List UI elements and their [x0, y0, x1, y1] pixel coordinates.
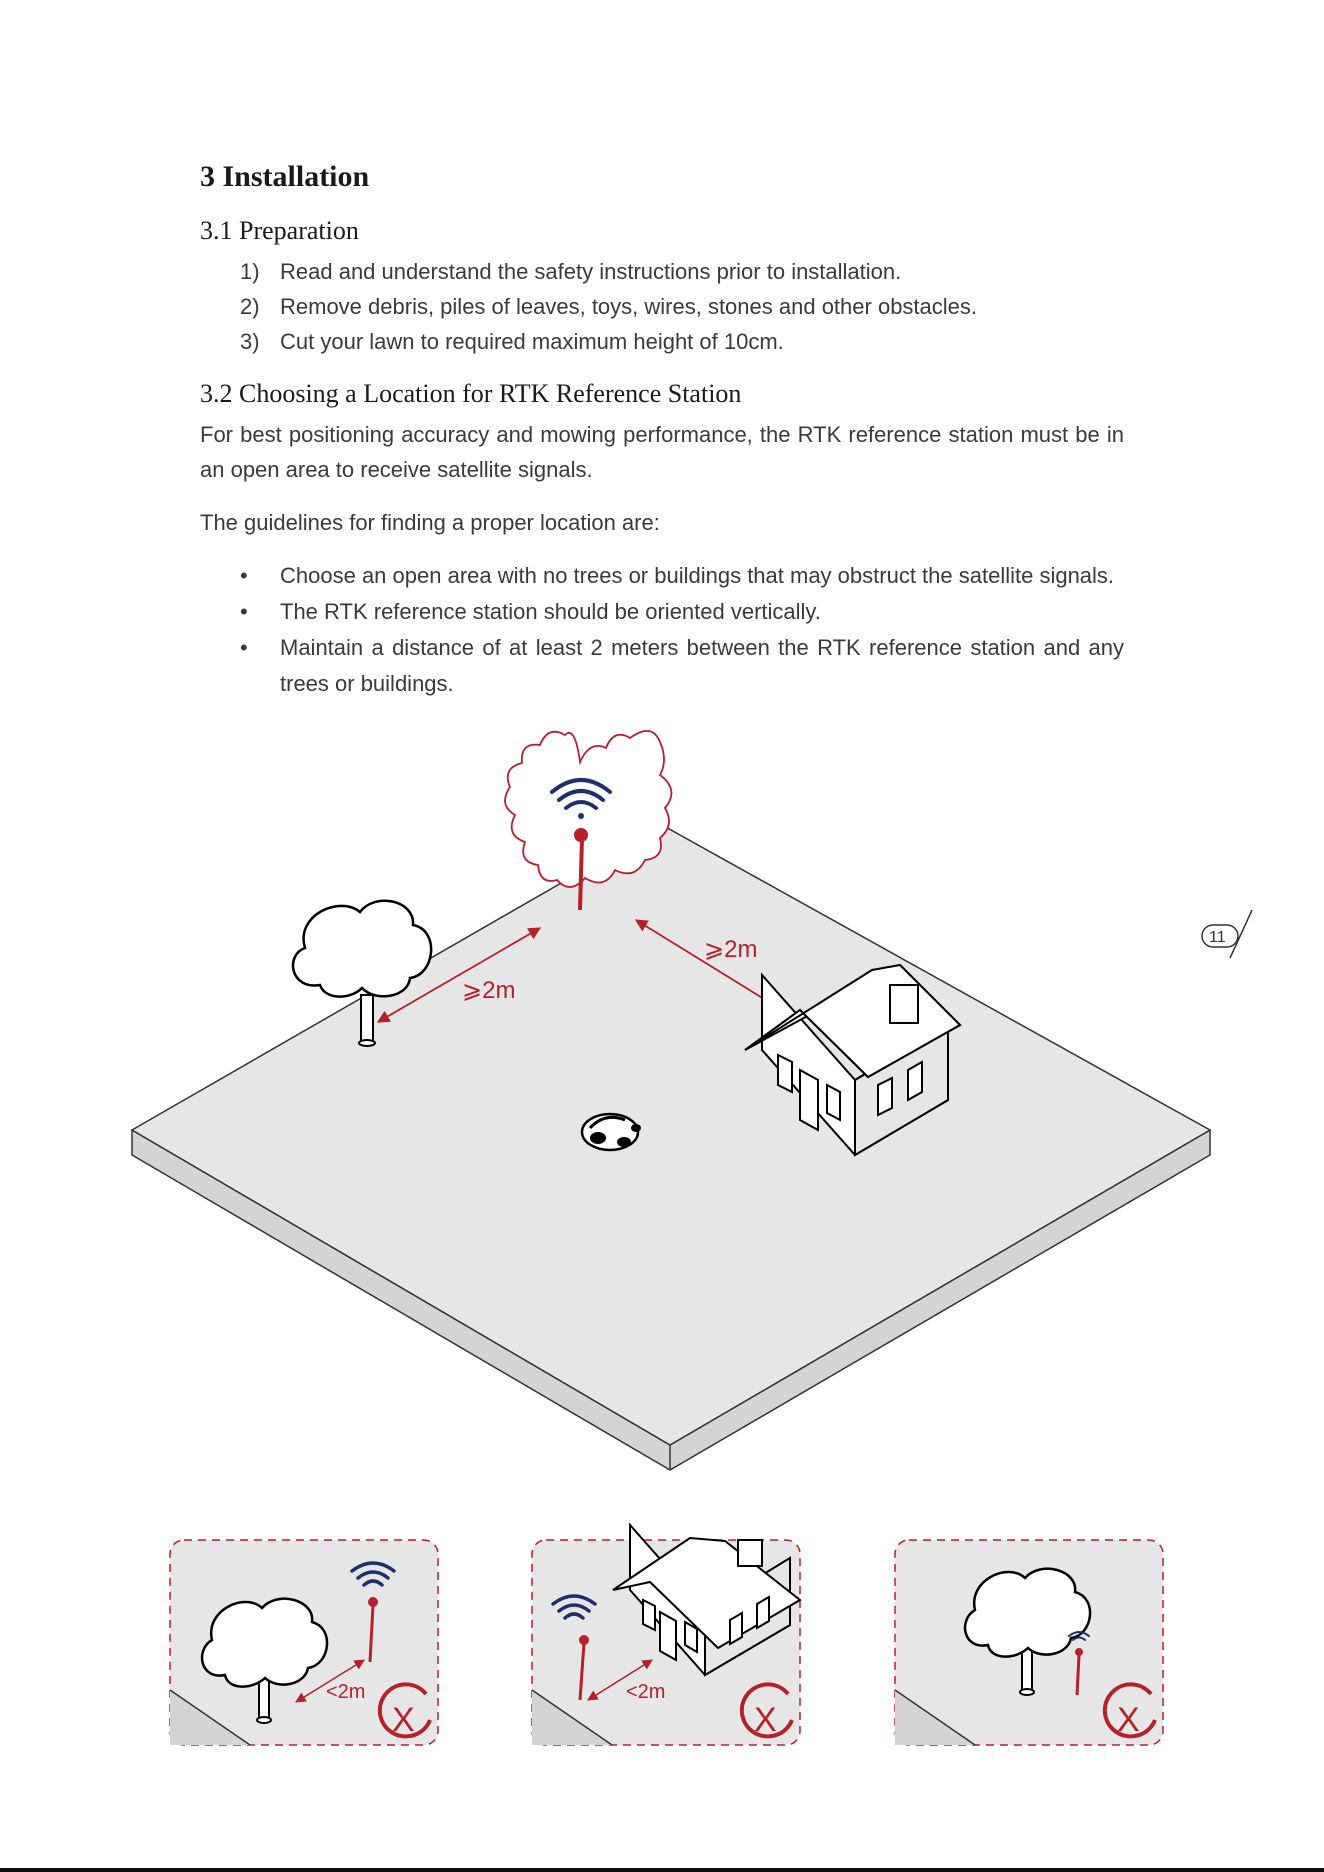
preparation-heading: 3.1 Preparation	[200, 216, 359, 245]
house-distance-label: ⩾2m	[704, 936, 758, 963]
list-item: 3) Cut your lawn to required maximum height of 10cm.	[240, 329, 784, 354]
wrong-distance-label: <2m	[326, 1681, 366, 1703]
list-item: • Maintain a distance of at least 2 meters between the RTK reference station and any trees or buildings.	[240, 635, 1124, 696]
page-number-mark	[1202, 910, 1252, 958]
list-item: 1) Read and understand the safety instructions prior to installation.	[240, 259, 902, 284]
svg-text:X: X	[392, 1701, 415, 1739]
list-item: • The RTK reference station should be oriented vertically.	[240, 599, 821, 624]
wrong-example-tree	[170, 1540, 438, 1745]
svg-text:X: X	[1117, 1701, 1140, 1739]
robot-mower-icon	[582, 1114, 641, 1150]
section-title: 3 Installation	[200, 160, 370, 193]
svg-text:X: X	[754, 1701, 777, 1739]
lawn-slab	[132, 825, 1210, 1470]
location-intro: For best positioning accuracy and mowing performance, the RTK reference station must be in an open area to receive satellite signals.	[200, 422, 1124, 482]
wrong-example-house	[532, 1525, 800, 1745]
list-item: 2) Remove debris, piles of leaves, toys, wires, stones and other obstacles.	[240, 294, 978, 319]
page-bottom-edge	[0, 1868, 1324, 1872]
page-number: 11	[1209, 929, 1226, 946]
guidelines-lead: The guidelines for finding a proper location are:	[200, 510, 660, 535]
tree-distance-label: ⩾2m	[462, 977, 516, 1004]
wrong-distance-label: <2m	[626, 1681, 666, 1703]
wrong-example-under-tree	[895, 1540, 1163, 1745]
list-item: • Choose an open area with no trees or buildings that may obstruct the satellite signals.	[240, 563, 1115, 588]
location-heading: 3.2 Choosing a Location for RTK Reference Station	[200, 379, 742, 408]
